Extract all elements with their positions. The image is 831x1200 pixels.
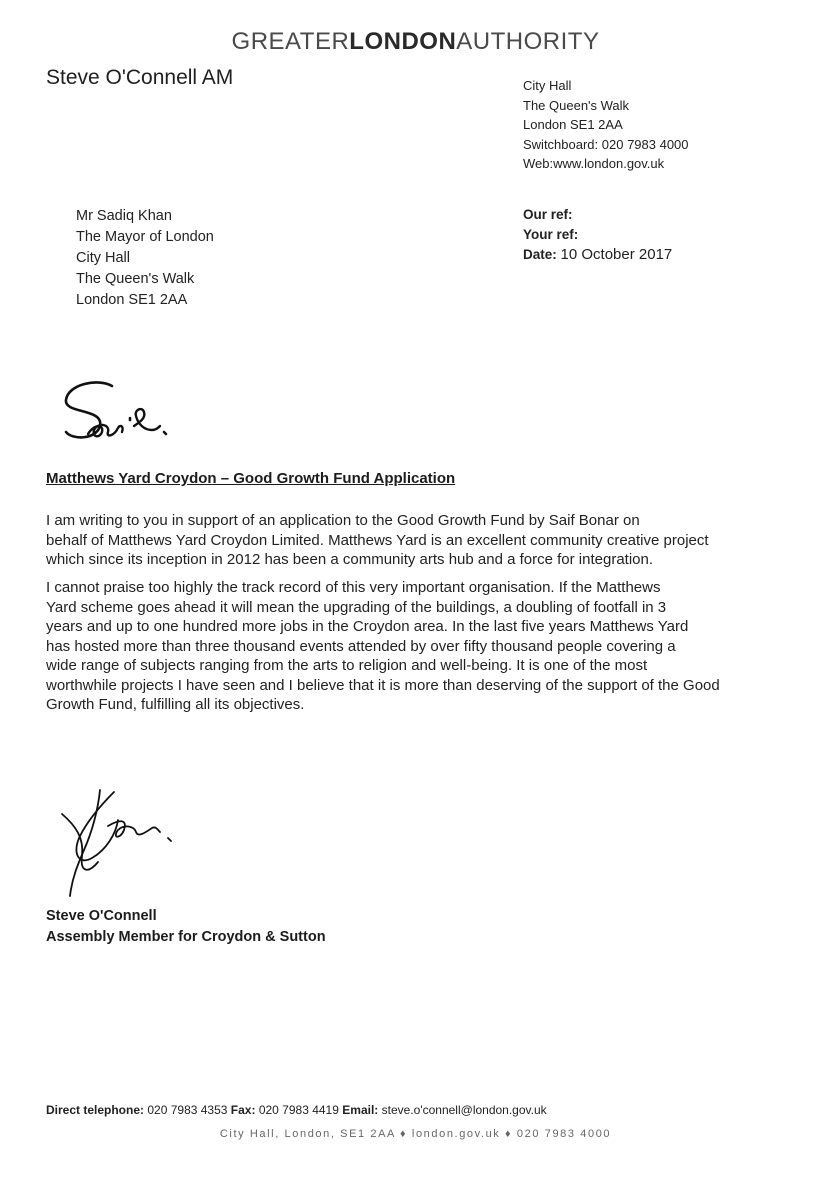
website-line: Web:www.london.gov.uk — [523, 156, 665, 171]
paragraph-line: Yard scheme goes ahead it will mean the upgrading of the buildings, a doubling of footfall in 3 — [46, 598, 667, 616]
switchboard-line: Switchboard: 020 7983 4000 — [523, 136, 689, 152]
signoff-name: Steve O'Connell — [46, 908, 157, 924]
paragraph-line: I cannot praise too highly the track record of this very important organisation. If the Matthews — [46, 579, 661, 596]
paragraph-line: Growth Fund, fulfilling all its objectives. — [46, 696, 305, 713]
sender-address — [523, 76, 689, 174]
our-ref-label: Our ref: — [523, 207, 573, 222]
sender-address-line: London SE1 2AA — [523, 117, 623, 132]
fax-label: Fax: — [230, 1103, 256, 1117]
signoff-block — [46, 906, 326, 948]
salutation-handwritten-icon — [60, 378, 190, 448]
recipient-line: The Mayor of London — [76, 229, 214, 245]
email-value: steve.o'connell@london.gov.uk — [381, 1103, 547, 1117]
recipient-line: City Hall — [76, 250, 130, 266]
contact-details — [46, 1103, 547, 1117]
paragraph-line: which since its inception in 2012 has been a community arts hub and a force for integration. — [46, 551, 654, 568]
email-label: Email: — [342, 1103, 379, 1117]
recipient-line: The Queen's Walk — [76, 271, 195, 287]
reference-block — [523, 205, 672, 265]
signature-icon — [58, 786, 188, 904]
logo-text-authority: AUTHORITY — [456, 28, 600, 55]
signoff-title: Assembly Member for Croydon & Sutton — [46, 929, 326, 945]
paragraph-line: has hosted more than three thousand events attended by over fifty thousand people covering a — [46, 637, 676, 655]
direct-tel-label: Direct telephone: — [46, 1103, 145, 1117]
paragraph-line: years and up to one hundred more jobs in the Croydon area. In the last five years Matthews Yard — [46, 618, 689, 635]
paragraph-line: I am writing to you in support of an application to the Good Growth Fund by Saif Bonar on — [46, 512, 640, 529]
recipient-address — [76, 206, 214, 311]
fax-value: 020 7983 4419 — [258, 1103, 339, 1117]
sender-address-line: The Queen's Walk — [523, 97, 630, 113]
recipient-line: London SE1 2AA — [76, 292, 188, 308]
sender-name: Steve O'Connell AM — [46, 66, 234, 89]
recipient-line: Mr Sadiq Khan — [76, 208, 172, 224]
footer-address: City Hall, London, SE1 2AA ♦ london.gov.uk ♦ 020 7983 4000 — [219, 1128, 612, 1140]
logo-text-london: LONDON — [349, 28, 457, 55]
your-ref-label: Your ref: — [523, 227, 579, 242]
logo-text-greater: GREATER — [231, 28, 350, 55]
paragraph-line: worthwhile projects I have seen and I believe that it is more than deserving of the support of the Good — [46, 676, 720, 694]
sender-address-line: City Hall — [523, 78, 572, 93]
letter-subject: Matthews Yard Croydon – Good Growth Fund Application — [46, 470, 456, 487]
date-value: 10 October 2017 — [560, 246, 673, 263]
paragraph-1 — [46, 511, 709, 570]
direct-tel-value: 020 7983 4353 — [147, 1103, 228, 1117]
paragraph-2 — [46, 578, 720, 715]
organisation-logo — [0, 28, 831, 56]
paragraph-line: behalf of Matthews Yard Croydon Limited. Matthews Yard is an excellent community creative project — [46, 531, 709, 549]
date-label: Date: — [523, 247, 557, 262]
paragraph-line: wide range of subjects ranging from the arts to religion and well-being. It is one of the most — [46, 657, 648, 674]
